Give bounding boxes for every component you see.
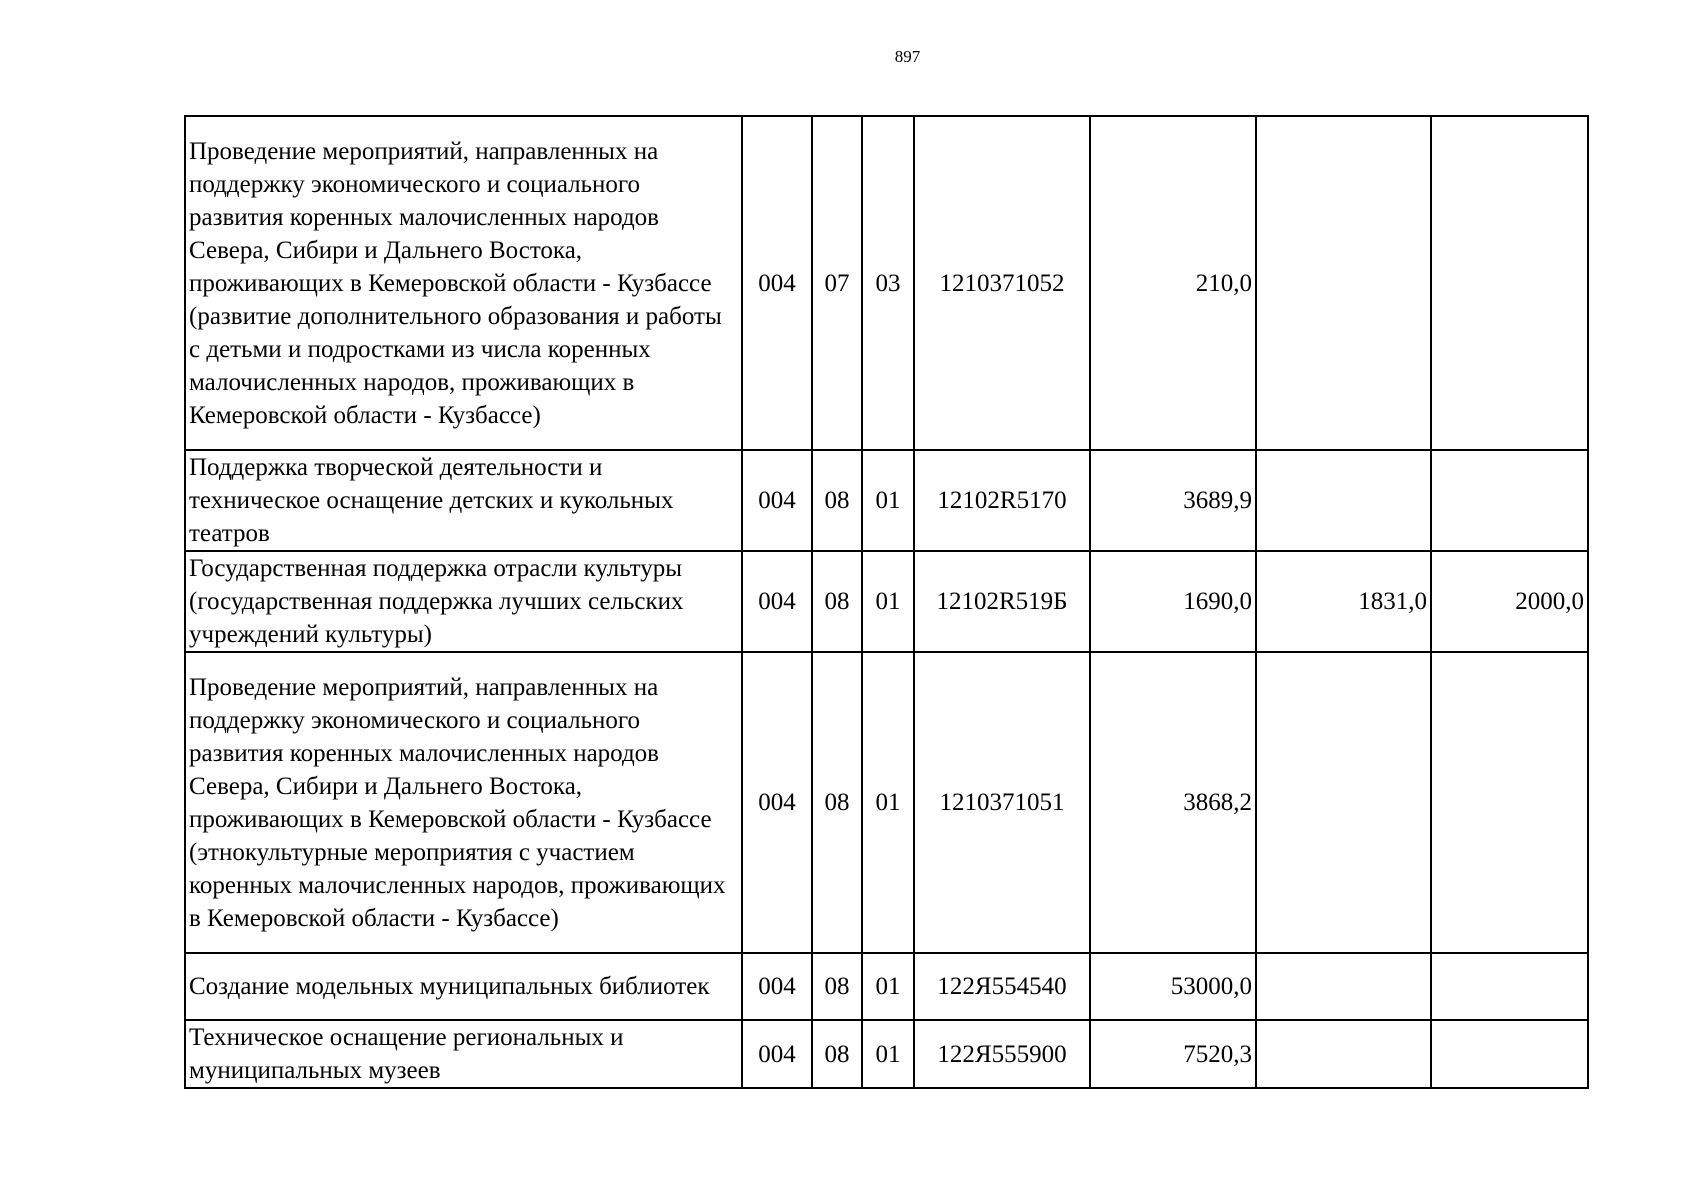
section-code: 08 (812, 953, 862, 1020)
budget-table (184, 115, 1589, 1089)
subsection-code: 01 (862, 652, 914, 953)
expense-name: Государственная поддержка отрасли культуры (государственная поддержка лучших сельских учреждений культуры) (185, 551, 742, 652)
ministry-code: 004 (742, 652, 812, 953)
amount-year-2 (1256, 450, 1431, 551)
amount-year-3 (1431, 450, 1588, 551)
amount-year-2 (1256, 652, 1431, 953)
ministry-code: 004 (742, 1020, 812, 1088)
ministry-code: 004 (742, 450, 812, 551)
subsection-code: 03 (862, 116, 914, 450)
target-article-code: 122Я555900 (914, 1020, 1090, 1088)
amount-year-1: 3868,2 (1090, 652, 1256, 953)
section-code: 08 (812, 551, 862, 652)
subsection-code: 01 (862, 1020, 914, 1088)
section-code: 07 (812, 116, 862, 450)
ministry-code: 004 (742, 953, 812, 1020)
table-row (185, 1020, 1588, 1088)
amount-year-3: 2000,0 (1431, 551, 1588, 652)
amount-year-1: 1690,0 (1090, 551, 1256, 652)
amount-year-2 (1256, 1020, 1431, 1088)
expense-name: Проведение мероприятий, направленных на поддержку экономического и социального развития коренных малочисленных народов Севера, Сибири и Дальнего Востока, проживающих в Кемеровской области - Кузбассе (этнокультурные мероприятия с участием коренных малочисленных народов, проживающих в Кемеровской области - Кузбассе) (185, 652, 742, 953)
amount-year-1: 53000,0 (1090, 953, 1256, 1020)
subsection-code: 01 (862, 450, 914, 551)
amount-year-3 (1431, 1020, 1588, 1088)
amount-year-3 (1431, 953, 1588, 1020)
amount-year-3 (1431, 116, 1588, 450)
amount-year-2 (1256, 116, 1431, 450)
expense-name: Создание модельных муниципальных библиотек (185, 953, 742, 1020)
subsection-code: 01 (862, 953, 914, 1020)
amount-year-1: 7520,3 (1090, 1020, 1256, 1088)
table-row (185, 116, 1588, 450)
table-row (185, 652, 1588, 953)
target-article-code: 122Я554540 (914, 953, 1090, 1020)
expense-name: Поддержка творческой деятельности и техническое оснащение детских и кукольных театров (185, 450, 742, 551)
section-code: 08 (812, 652, 862, 953)
target-article-code: 1210371051 (914, 652, 1090, 953)
section-code: 08 (812, 1020, 862, 1088)
subsection-code: 01 (862, 551, 914, 652)
target-article-code: 12102R519Б (914, 551, 1090, 652)
amount-year-2: 1831,0 (1256, 551, 1431, 652)
ministry-code: 004 (742, 116, 812, 450)
table-row (185, 953, 1588, 1020)
expense-name: Проведение мероприятий, направленных на поддержку экономического и социального развития коренных малочисленных народов Севера, Сибири и Дальнего Востока, проживающих в Кемеровской области - Кузбассе (развитие дополнительного образования и работы с детьми и подростками из числа коренных малочисленных народов, проживающих в Кемеровской области - Кузбассе) (185, 116, 742, 450)
table-row (185, 551, 1588, 652)
amount-year-1: 3689,9 (1090, 450, 1256, 551)
table-row (185, 450, 1588, 551)
amount-year-2 (1256, 953, 1431, 1020)
amount-year-3 (1431, 652, 1588, 953)
page-number: 897 (894, 47, 921, 66)
expense-name: Техническое оснащение региональных и муниципальных музеев (185, 1020, 742, 1088)
target-article-code: 12102R5170 (914, 450, 1090, 551)
section-code: 08 (812, 450, 862, 551)
amount-year-1: 210,0 (1090, 116, 1256, 450)
ministry-code: 004 (742, 551, 812, 652)
target-article-code: 1210371052 (914, 116, 1090, 450)
